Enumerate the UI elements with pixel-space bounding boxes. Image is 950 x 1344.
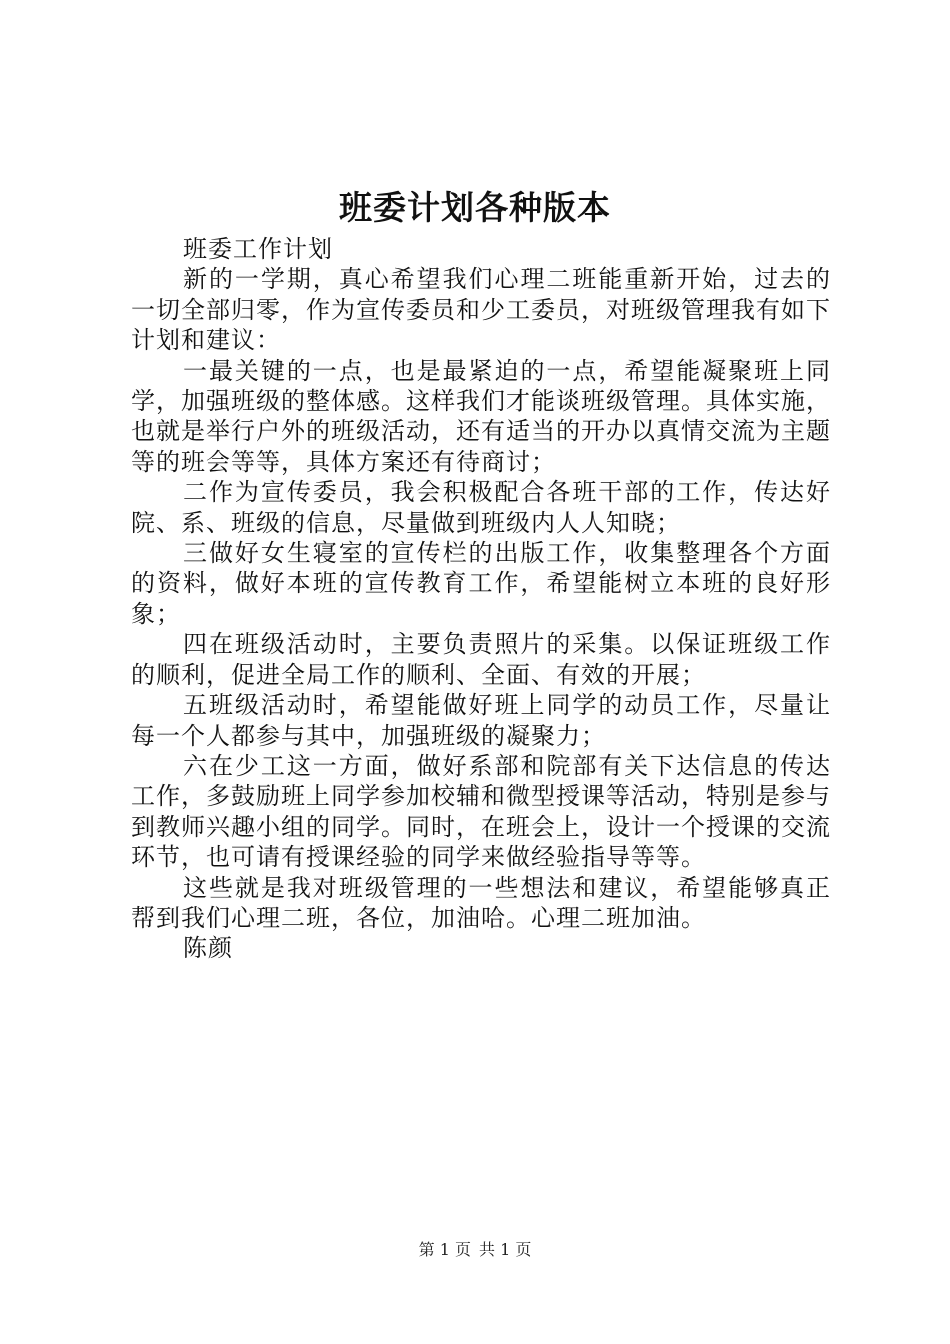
plan-item-1: 一最关键的一点，也是最紧迫的一点，希望能凝聚班上同学，加强班级的整体感。这样我们才能谈班级管理。具体实施，也就是举行户外的班级活动，还有适当的开办以真情交流为主题等的班会等等，具体方案还有待商讨；	[131, 356, 831, 476]
intro-paragraph: 新的一学期，真心希望我们心理二班能重新开始，过去的一切全部归零，作为宣传委员和少工委员，对班级管理我有如下计划和建议：	[131, 265, 831, 355]
author-signature: 陈颜	[183, 934, 233, 963]
closing-paragraph: 这些就是我对班级管理的一些想法和建议，希望能够真正帮到我们心理二班，各位，加油哈。心理二班加油。	[131, 873, 831, 932]
plan-item-3: 三做好女生寝室的宣传栏的出版工作，收集整理各个方面的资料，做好本班的宣传教育工作，希望能树立本班的良好形象；	[131, 539, 831, 628]
page-footer	[0, 1239, 950, 1261]
section-heading: 班委工作计划	[183, 235, 333, 263]
plan-item-4: 四在班级活动时，主要负责照片的采集。以保证班级工作的顺利，促进全局工作的顺利、全面、有效的开展；	[131, 630, 831, 689]
plan-item-2: 二作为宣传委员，我会积极配合各班干部的工作，传达好院、系、班级的信息，尽量做到班级内人人知晓；	[131, 478, 831, 537]
plan-item-5: 五班级活动时，希望能做好班上同学的动员工作，尽量让每一个人都参与其中，加强班级的凝聚力；	[131, 691, 831, 750]
plan-item-6: 六在少工这一方面，做好系部和院部有关下达信息的传达工作，多鼓励班上同学参加校辅和微型授课等活动，特别是参与到教师兴趣小组的同学。同时，在班会上，设计一个授课的交流环节，也可请有授课经验的同学来做经验指导等等。	[131, 751, 831, 872]
document-title: 班委计划各种版本	[339, 188, 611, 227]
page-number: 第 1 页	[418, 1240, 471, 1259]
document-body	[131, 234, 831, 964]
page-total: 共 1 页	[479, 1240, 532, 1259]
